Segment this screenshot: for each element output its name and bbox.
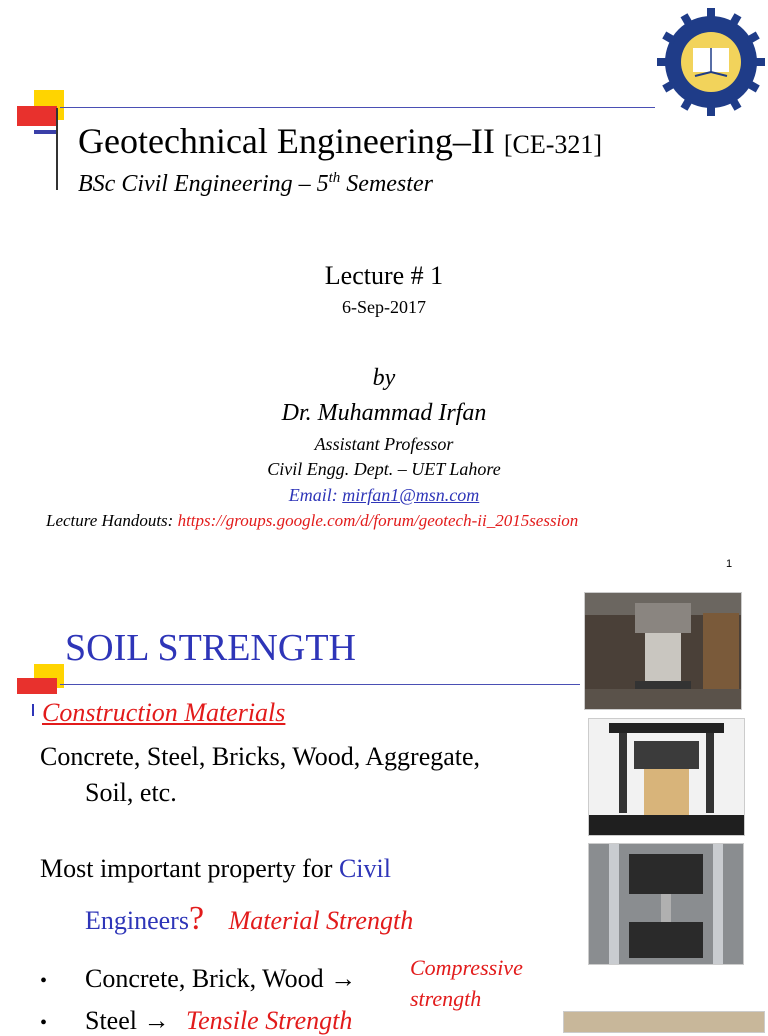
email-line bbox=[0, 485, 768, 506]
subtitle-sup: th bbox=[328, 170, 341, 186]
uet-logo bbox=[655, 6, 767, 118]
question-line-2 bbox=[85, 900, 413, 938]
course-title-main: Geotechnical Engineering–II bbox=[78, 121, 495, 161]
lecture-date: 6-Sep-2017 bbox=[342, 297, 426, 317]
bullet-2 bbox=[40, 1006, 352, 1036]
bullet-2-symbol: • bbox=[40, 1012, 48, 1034]
author-position: Assistant Professor bbox=[314, 434, 454, 454]
header-divider bbox=[60, 107, 655, 108]
course-title bbox=[78, 120, 602, 162]
answer-material-strength: Material Strength bbox=[228, 906, 414, 935]
bullet-1-answer-2: strength bbox=[410, 986, 482, 1011]
materials-line-2: Soil, etc. bbox=[85, 778, 177, 807]
question-mark: ? bbox=[188, 900, 205, 937]
slide-title: SOIL STRENGTH bbox=[65, 627, 356, 669]
course-code: [CE-321] bbox=[503, 130, 603, 159]
question-engineers: Engineers bbox=[85, 906, 189, 935]
question-civil: Civil bbox=[338, 854, 391, 883]
slide2-accent-tick bbox=[32, 704, 34, 716]
title-accent-line bbox=[56, 108, 58, 190]
tension-test-photo bbox=[588, 843, 744, 965]
section-heading: Construction Materials bbox=[42, 698, 286, 727]
bullet-1 bbox=[40, 964, 356, 994]
subtitle-prefix: BSc Civil Engineering – 5 bbox=[78, 171, 329, 197]
handouts-line bbox=[46, 511, 578, 531]
bullet-1-text: Concrete, Brick, Wood → bbox=[85, 964, 357, 993]
bullet-2-answer: Tensile Strength bbox=[186, 1006, 353, 1035]
author-department: Civil Engg. Dept. – UET Lahore bbox=[267, 459, 501, 479]
bullet-1-symbol: • bbox=[40, 970, 48, 992]
deco-red-bar bbox=[17, 106, 57, 126]
email-label: Email: bbox=[288, 485, 343, 505]
materials-line-1: Concrete, Steel, Bricks, Wood, Aggregate, bbox=[40, 742, 481, 771]
by-label: by bbox=[372, 365, 396, 391]
handouts-label: Lecture Handouts: bbox=[46, 511, 178, 530]
email-link[interactable]: mirfan1@msn.com bbox=[342, 485, 480, 505]
deco-blue-bar bbox=[34, 130, 56, 134]
lecture-number: Lecture # 1 bbox=[324, 261, 444, 290]
bullet-1-answer-1: Compressive bbox=[410, 955, 523, 980]
compression-test-photo bbox=[584, 592, 742, 710]
course-subtitle bbox=[78, 170, 433, 198]
bullet-2-text: Steel → bbox=[85, 1006, 170, 1035]
subtitle-suffix: Semester bbox=[340, 171, 433, 197]
soil-photo bbox=[563, 1011, 765, 1033]
slide2-divider bbox=[60, 684, 580, 685]
handouts-link[interactable]: https://groups.google.com/d/forum/geotech-ii_2015session bbox=[177, 511, 579, 530]
author-name: Dr. Muhammad Irfan bbox=[281, 400, 487, 426]
page-number: 1 bbox=[726, 558, 733, 570]
deco-red-bar-2 bbox=[17, 678, 57, 694]
question-prefix: Most important property for bbox=[40, 854, 339, 883]
question-line-1 bbox=[40, 854, 391, 884]
wood-compression-photo bbox=[588, 718, 745, 836]
